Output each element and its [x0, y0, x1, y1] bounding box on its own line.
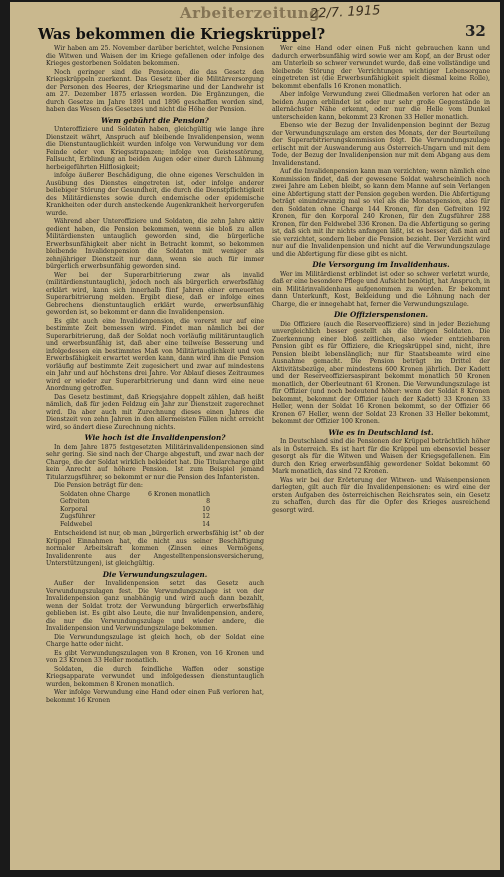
rank-amount: 12: [202, 513, 210, 520]
article-paragraph: Was wir bei der Erörterung der Witwen- und Waisenpensionen darlegten, gilt auch für die Invalidenpensionen: es wird eine der ersten Aufgaben des österreichischen Reichsrates sein, ein Gesetz zu schaffen, durch das für die Opfer des Krieges ausreichend gesorgt wird.: [272, 476, 490, 514]
article-paragraph: Wer eine Hand oder einen Fuß nicht gebrauchen kann und dadurch erwerbsunfähig wird sowie wer am Kopf, an der Brust oder am Unterleib so schwer verwundet wurde, daß eine vollständige und bleibende Störung der Verrichtungen wichtiger Lebensorgane eingetreten ist (die Erwerbsunfähigkeit spielt diesmal keine Rolle), bekommt ebenfalls 16 Kronen monatlich.: [272, 45, 490, 90]
article-paragraph: Es gibt auch eine Invalidenpension, die vorerst nur auf eine bestimmte Zeit bemessen wird. Findet man nämlich bei der Superarbitrierung, daß der Soldat noch vorläufig militäruntauglich und erwerbsunfähig ist, daß aber eine teilweise Besserung und infolgedessen ein bestimmtes Maß von Militärtauglichkeit und von Erwerbsfähigkeit erwartet werden kann, dann wird ihm die Pension vorläufig auf bestimmte Zeit zugesichert und zwar auf mindestens ein Jahr und auf höchstens drei Jahre. Vor Ablauf dieses Zeitraumes wird er wieder zur Superarbitrierung und dann wird eine neue Anordnung getroffen.: [46, 317, 264, 392]
article-paragraph: Unteroffiziere und Soldaten haben, gleichgültig wie lange ihre Dienstzeit währt, Anspruch auf bleibende Invalidenpension, wenn die Dienstuntauglichkeit wurden infolge von Verwundung vor dem Feinde oder von Kriegsstrapazen; infolge von Geistesstörung, Fallsucht, Erblindung an beiden Augen oder einer durch Lähmung herbeigeführten Hilflosigkeit;: [46, 126, 264, 171]
article-paragraph: Die Pension beträgt für den:: [54, 482, 143, 489]
pension-rate-table: [60, 491, 264, 529]
rank-amount: 14: [202, 520, 210, 528]
article-title: Was bekommen die Kriegskrüppel?: [38, 26, 326, 43]
article-paragraph: Außer der Invalidenpension setzt das Gesetz auch Verwundungszulagen fest. Die Verwundungszulage ist von der Invalidenpension ganz unabhängig und wird auch dann bezahlt, wenn der Soldat trotz der Verwundung bürgerlich erwerbsfähig geblieben ist. Es gibt also Leute, die nur Invalidenpension, andere, die nur die Verwundungszulage und wieder andere, die Invalidenpension und Verwundungszulage bekommen.: [46, 580, 264, 632]
article-paragraph: Ebenso wie der Bezug der Invalidenpension beginnt der Bezug der Verwundungszulage am ersten des Monats, der der Beurteilung der Superarbitrierungskommission folgt. Die Verwundungszulage erlischt mit der Auswanderung aus Österreich-Ungarn und mit dem Tode, der Bezug der Invalidenpension nur mit dem Abgang aus dem Invalidenstand.: [272, 122, 490, 167]
section-heading: Die Verwundungszulagen.: [102, 569, 208, 579]
newspaper-masthead: Arbeiterzeitung: [180, 4, 321, 22]
article-left-column: [46, 45, 264, 863]
article-right-column: [272, 45, 490, 609]
article-paragraph: infolge äußerer Beschädigung, die ohne eigenes Verschulden in Ausübung des Dienstes eingetreten ist, oder infolge anderer beliebiger Störung der Gesundheit, die durch die Dienstpflichtigkeit des Militärdienstes sowie durch endemische oder epidemische Krankheiten oder durch ansteckende Augenkrankheit hervorgerufen wurde.: [46, 172, 264, 217]
pension-rate-row: [60, 498, 210, 506]
article-paragraph: Es gibt Verwundungszulagen von 8 Kronen, von 16 Kronen und von 23 Kronen 33 Heller monatlich.: [46, 649, 264, 664]
section-heading: Wem gebührt die Pension?: [101, 115, 209, 125]
handwritten-date: 22/7. 1915: [309, 3, 381, 22]
article-paragraph: Entscheidend ist nur, ob man „bürgerlich erwerbsfähig ist“ ob der Krüppel Einnahmen hat, die nicht aus seiner Beschäftigung normaler Arbeitskraft kommen (Zinsen eines Vermögens, Invalidenrente aus der Angestelltenpensionsversicherung, Unterstützungen), ist gleichgültig.: [46, 530, 264, 567]
rank-label: Soldaten ohne Charge: [60, 490, 131, 498]
article-paragraph: Wer infolge Verwundung eine Hand oder einen Fuß verloren hat, bekommt 16 Kronen: [46, 689, 264, 704]
clipping-board: [10, 2, 500, 870]
blank-board-area: [272, 612, 490, 862]
article-paragraph: Während aber Unteroffiziere und Soldaten, die zehn Jahre aktiv gedient haben, die Pension bekommen, wenn sie bloß zu allen Militärdiensten untauglich geworden sind, die bürgerliche Erwerbsunfähigkeit aber nicht in Betracht kommt, so bekommen bleibende Invalidenpension die Soldaten mit weniger als zehnjähriger Dienstzeit nur dann, wenn sie auch für immer bürgerlich erwerbsunfähig geworden sind.: [46, 218, 264, 270]
article-paragraph: Auf die Invalidenpension kann man verzichten; wenn nämlich eine Kommission findet, daß der gewesene Soldat wahrscheinlich noch zwei Jahre am Leben bleibt, so kann dem Manne auf sein Verlangen eine Abfertigung statt der Pension gegeben werden. Die Abfertigung beträgt einundzwanzig mal so viel als die Monatspension, also für den Soldaten ohne Charge 144 Kronen, für den Gefreiten 192 Kronen, für den Korporal 240 Kronen, für den Zugsführer 288 Kronen, für den Feldwebel 336 Kronen. Da die Abfertigung so gering ist, daß sich mit ihr nichts anfangen läßt, ist es besser, daß man auf sie verzichtet, sondern lieber die Pension bezieht. Der Verzicht wird nur auf die Invalidenpension und nicht auf die Verwundungszulage und die Abfertigung für diese gibt es nicht.: [272, 168, 490, 258]
article-paragraph: In Deutschland sind die Pensionen der Krüppel beträchtlich höher als in Österreich. Es ist hart für die Krüppel um ebensoviel besser gesorgt als für die Witwen und Waisen der Kriegsgefallenen. Ein durch den Krieg erwerbsunfähig gewordener Soldat bekommt 60 Mark monatlich, das sind 72 Kronen.: [272, 438, 490, 475]
rank-label: Feldwebel: [60, 520, 93, 528]
article-paragraph: Die Offiziere (auch die Reserveoffiziere) sind in jeder Beziehung unvergleichlich besser gestellt als die übrigen Soldaten. Die Zuerkennung einer bloß zeitlichen, also wieder entziehbaren Pension gibt es für Offiziere, die Kriegskrüppel sind, nicht, ihre Pension bleibt lebenslänglich; nur für Staatsbeamte wird eine Ausnahme gemacht. Die Pension beträgt im Drittel der Aktivitätsbezüge, aber mindestens 600 Kronen jährlich. Der Kadett und der Reserveoffiziersaspirant bekommt monatlich 50 Kronen monatlich, der Oberleutnant 61 Kronen. Die Verwundungszulage ist für Offizier (und noch bedeutend höher: wenn der Soldat 8 Kronen bekommt, bekommt der Offizier (auch der Kadett) 33 Kronen 33 Heller, wenn der Soldat 16 Kronen bekommt, so der Offizier 66 Kronen 67 Heller, wenn der Soldat 23 Kronen 33 Heller bekommt, bekommt der Offizier 100 Kronen.: [272, 320, 490, 425]
section-heading: Die Versorgung im Invalidenhaus.: [312, 260, 450, 269]
article-paragraph: Soldaten, die durch feindliche Waffen oder sonstige Kriegsapparate verwundet und infolgedessen dienstuntauglich wurden, bekommen 8 Kronen monatlich.: [46, 665, 264, 688]
rank-label: Zugsführer: [60, 513, 96, 520]
article-paragraph: In dem Jahre 1875 festgesetzten Militärinvalidenpensionen sind sehr gering. Sie sind nach der Charge abgestuft, und zwar nach der Charge, die der Soldat wirklich bekleidet hat. Die Titularcharge gibt kein Anrecht auf höhere Pension. Ist zum Beispiel jemand Titularzugsführer, so bekommt er nur die Pension des Infanteristen.: [46, 443, 264, 481]
rank-amount: 10: [202, 505, 210, 513]
pension-rate-row: [60, 521, 210, 529]
pension-rate-row: [60, 513, 210, 521]
rank-label: Korporal: [60, 505, 88, 513]
section-heading: Wie hoch ist die Invalidenpension?: [84, 433, 226, 442]
article-paragraph: Das Gesetz bestimmt, daß Kriegsjahre doppelt zählen, daß heißt nämlich, daß für jeden Feldzug ein Jahr zur Dienstzeit zugerechnet wird. Da aber auch mit Zurechnung dieses einen Jahres die Dienstzeit von zehn Jahren in den allermeisten Fällen nicht erreicht wird, so ändert diese Zurechnung nichts.: [46, 393, 264, 431]
rank-label: Gefreiten: [60, 498, 90, 505]
article-paragraph: Noch geringer sind die Pensionen, die das Gesetz den Kriegskrüppeln zuerkennt. Das Gesetz über die Militärversorgung der Personen des Heeres, der Kriegsmarine und der Landwehr ist am 27. Dezember 1875 erlassen worden. Die Ergänzungen, die durch Gesetze im Jahre 1891 und 1896 geschaffen worden sind, haben das Wesen des Gesetzes und nicht die Höhe der Pension.: [46, 68, 264, 113]
article-paragraph: Wer im Militärdienst erblindet ist oder so schwer verletzt wurde, daß er eine besondere Pflege und Aufsicht benötigt, hat Anspruch, in ein Militärinvalidenhaus aufgenommen zu werden. Er bekommt dann Unterkunft, Kost, Bekleidung und die Löhnung nach der Charge, die er innegehabt hat, ferner die Verwundungszulage.: [272, 270, 490, 308]
article-paragraph: Aber infolge Verwundung zwei Gliedmaßen verloren hat oder an beiden Augen erblindet ist oder nur sehr große Gegenstände in allernächster Nähe erkennt, oder nur die Helle vom Dunkel unterscheiden kann, bekommt 23 Kronen 33 Heller monatlich.: [272, 91, 490, 121]
article-paragraph: Die Verwundungszulage ist gleich hoch, ob der Soldat eine Charge hatte oder nicht.: [46, 633, 264, 648]
rank-amount: 6 Kronen monatlich: [148, 490, 210, 498]
section-heading: Wie es in Deutschland ist.: [328, 427, 434, 437]
article-paragraph: Wer bei der Superarbitrierung zwar als invalid (militärdienstuntauglich), jedoch noch als bürgerlich erwerbsfähig erklärt wird, kann sich innerhalb fünf Jahren einer erneuerten Superarbitrierung melden. Ergibt diese, daß er infolge eines Gebrechens dienstuntauglich erklärt wurde, erwerbsunfähig geworden ist, so bekommt er dann die Invalidenpension.: [46, 271, 264, 316]
page-number: 32: [465, 22, 486, 40]
pension-rate-row: [60, 506, 210, 514]
rank-amount: 8: [206, 498, 210, 505]
article-paragraph: Wir haben am 25. November darüber berichtet, welche Pensionen die Witwen und Waisen der im Kriege gefallenen oder infolge des Krieges gestorbenen Soldaten bekommen.: [46, 45, 264, 67]
section-heading: Die Offizierspensionen.: [333, 310, 429, 319]
pension-rate-row: [60, 491, 210, 499]
